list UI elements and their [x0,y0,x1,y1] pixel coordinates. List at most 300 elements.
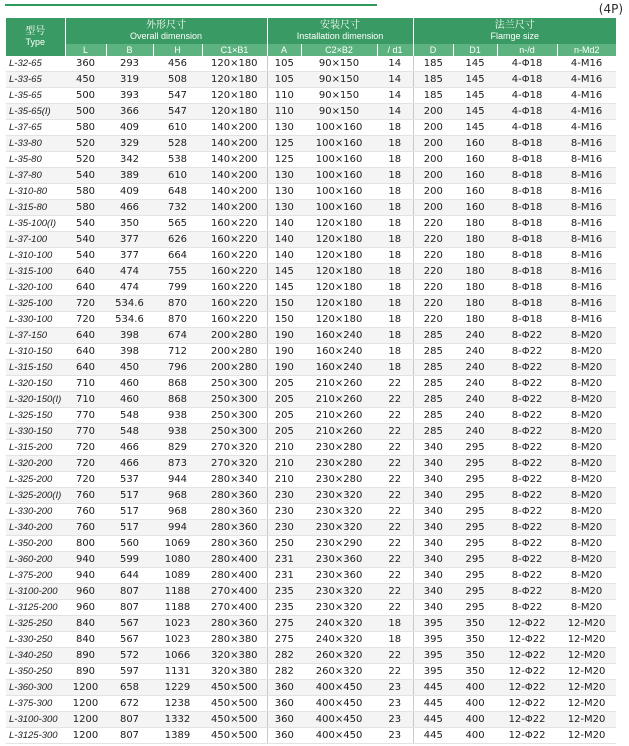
value-cell: 230×280 [301,472,377,488]
value-cell: 240 [453,408,497,424]
value-cell: 295 [453,568,497,584]
value-cell: 340 [413,584,453,600]
value-cell: 100×160 [301,200,377,216]
value-cell: 340 [413,440,453,456]
table-row [6,200,616,216]
table-row [6,376,616,392]
value-cell: 890 [65,648,106,664]
model-cell: L-35-80 [6,152,65,168]
value-cell: 280×360 [202,536,267,552]
header-type [6,18,65,56]
value-cell: 160×220 [202,312,267,328]
value-cell: 185 [413,72,453,88]
value-cell: 220 [413,312,453,328]
value-cell: 944 [153,472,202,488]
value-cell: 8-M20 [557,328,616,344]
value-cell: 220 [413,264,453,280]
table-row [6,552,616,568]
value-cell: 231 [267,568,301,584]
value-cell: 285 [413,344,453,360]
header-installation [267,18,413,44]
value-cell: 389 [106,168,153,184]
value-cell: 280×360 [202,616,267,632]
value-cell: 220 [413,280,453,296]
value-cell: 474 [106,280,153,296]
value-cell: 409 [106,184,153,200]
value-cell: 200×280 [202,344,267,360]
value-cell: 90×150 [301,56,377,72]
value-cell: 360 [267,680,301,696]
value-cell: 22 [377,376,413,392]
value-cell: 8-M20 [557,392,616,408]
table-row [6,360,616,376]
value-cell: 450 [106,360,153,376]
value-cell: 18 [377,232,413,248]
value-cell: 140×200 [202,120,267,136]
value-cell: 8-M20 [557,584,616,600]
value-cell: 8-M20 [557,424,616,440]
value-cell: 205 [267,376,301,392]
value-cell: 240 [453,328,497,344]
value-cell: 240 [453,424,497,440]
value-cell: 1188 [153,584,202,600]
value-cell: 270×400 [202,600,267,616]
value-cell: 200 [413,184,453,200]
value-cell: 23 [377,696,413,712]
value-cell: 320×380 [202,648,267,664]
value-cell: 200 [413,152,453,168]
value-cell: 540 [65,248,106,264]
value-cell: 1200 [65,728,106,744]
value-cell: 8-M16 [557,200,616,216]
value-cell: 8-M16 [557,264,616,280]
value-cell: 1066 [153,648,202,664]
value-cell: 400 [453,680,497,696]
column-header: D [413,44,453,56]
value-cell: 1238 [153,696,202,712]
value-cell: 466 [106,440,153,456]
model-cell: L-340-200 [6,520,65,536]
value-cell: 395 [413,664,453,680]
value-cell: 540 [65,168,106,184]
value-cell: 230×320 [301,520,377,536]
table-row [6,392,616,408]
value-cell: 540 [65,232,106,248]
value-cell: 672 [106,696,153,712]
value-cell: 160×220 [202,248,267,264]
value-cell: 180 [453,232,497,248]
value-cell: 360 [65,56,106,72]
value-cell: 4-Φ18 [497,104,557,120]
value-cell: 8-Φ18 [497,168,557,184]
value-cell: 1089 [153,568,202,584]
value-cell: 445 [413,728,453,744]
value-cell: 230×320 [301,584,377,600]
value-cell: 1332 [153,712,202,728]
table-row [6,168,616,184]
value-cell: 4-Φ18 [497,120,557,136]
value-cell: 190 [267,328,301,344]
header-type-cn: 型号 [25,26,46,37]
value-cell: 8-Φ18 [497,200,557,216]
value-cell: 250×300 [202,392,267,408]
value-cell: 210 [267,456,301,472]
value-cell: 340 [413,488,453,504]
value-cell: 145 [453,104,497,120]
value-cell: 23 [377,712,413,728]
value-cell: 8-Φ18 [497,216,557,232]
value-cell: 340 [413,552,453,568]
value-cell: 230×280 [301,456,377,472]
value-cell: 22 [377,440,413,456]
value-cell: 640 [65,280,106,296]
value-cell: 4-Φ18 [497,88,557,104]
value-cell: 720 [65,472,106,488]
model-cell: L-315-100 [6,264,65,280]
value-cell: 12-Φ22 [497,632,557,648]
value-cell: 18 [377,280,413,296]
value-cell: 400 [453,696,497,712]
value-cell: 205 [267,392,301,408]
value-cell: 8-M16 [557,184,616,200]
value-cell: 120×180 [301,280,377,296]
value-cell: 140×200 [202,152,267,168]
model-cell: L-3125-300 [6,728,65,744]
value-cell: 658 [106,680,153,696]
table-row [6,712,616,728]
value-cell: 150 [267,296,301,312]
model-cell: L-320-100 [6,280,65,296]
value-cell: 400×450 [301,728,377,744]
value-cell: 548 [106,424,153,440]
value-cell: 14 [377,104,413,120]
value-cell: 220 [413,216,453,232]
value-cell: 445 [413,712,453,728]
value-cell: 230×290 [301,536,377,552]
column-header: A [267,44,301,56]
value-cell: 938 [153,408,202,424]
value-cell: 250×300 [202,424,267,440]
table-row [6,296,616,312]
value-cell: 517 [106,504,153,520]
value-cell: 12-M20 [557,680,616,696]
value-cell: 23 [377,680,413,696]
value-cell: 445 [413,680,453,696]
value-cell: 868 [153,376,202,392]
value-cell: 1069 [153,536,202,552]
model-cell: L-310-80 [6,184,65,200]
value-cell: 145 [453,88,497,104]
value-cell: 240 [453,344,497,360]
value-cell: 547 [153,88,202,104]
value-cell: 8-M16 [557,232,616,248]
value-cell: 185 [413,56,453,72]
model-cell: L-330-250 [6,632,65,648]
value-cell: 377 [106,248,153,264]
value-cell: 8-Φ18 [497,264,557,280]
value-cell: 640 [65,344,106,360]
value-cell: 1023 [153,616,202,632]
value-cell: 130 [267,200,301,216]
table-row [6,344,616,360]
value-cell: 100×160 [301,168,377,184]
value-cell: 160 [453,200,497,216]
value-cell: 18 [377,248,413,264]
table-row [6,312,616,328]
value-cell: 807 [106,712,153,728]
table-row [6,728,616,744]
value-cell: 8-Φ22 [497,328,557,344]
value-cell: 240 [453,392,497,408]
value-cell: 12-Φ22 [497,712,557,728]
value-cell: 105 [267,72,301,88]
value-cell: 180 [453,216,497,232]
table-row [6,664,616,680]
value-cell: 567 [106,616,153,632]
value-cell: 160×240 [301,360,377,376]
value-cell: 393 [106,88,153,104]
value-cell: 140×200 [202,184,267,200]
value-cell: 640 [65,360,106,376]
value-cell: 22 [377,584,413,600]
value-cell: 22 [377,408,413,424]
model-cell: L-330-200 [6,504,65,520]
value-cell: 14 [377,56,413,72]
value-cell: 18 [377,312,413,328]
value-cell: 8-Φ18 [497,152,557,168]
value-cell: 110 [267,104,301,120]
table-row [6,184,616,200]
value-cell: 674 [153,328,202,344]
model-cell: L-330-150 [6,424,65,440]
value-cell: 295 [453,456,497,472]
value-cell: 340 [413,568,453,584]
value-cell: 210 [267,440,301,456]
value-cell: 205 [267,424,301,440]
value-cell: 12-M20 [557,632,616,648]
value-cell: 760 [65,488,106,504]
value-cell: 4-M16 [557,72,616,88]
value-cell: 398 [106,344,153,360]
value-cell: 100×160 [301,152,377,168]
value-cell: 282 [267,664,301,680]
table-row [6,88,616,104]
value-cell: 799 [153,280,202,296]
header-overall-en: Overall dimension [130,31,203,41]
value-cell: 160×220 [202,296,267,312]
model-cell: L-35-65(I) [6,104,65,120]
value-cell: 180 [453,296,497,312]
value-cell: 220 [413,248,453,264]
model-cell: L-325-100 [6,296,65,312]
value-cell: 8-Φ22 [497,568,557,584]
value-cell: 760 [65,504,106,520]
model-cell: L-3100-300 [6,712,65,728]
value-cell: 230×280 [301,440,377,456]
value-cell: 140 [267,248,301,264]
value-cell: 8-Φ18 [497,280,557,296]
value-cell: 1023 [153,632,202,648]
value-cell: 580 [65,184,106,200]
value-cell: 474 [106,264,153,280]
value-cell: 22 [377,568,413,584]
value-cell: 360 [267,712,301,728]
model-cell: L-32-65 [6,56,65,72]
value-cell: 994 [153,520,202,536]
value-cell: 22 [377,664,413,680]
value-cell: 400×450 [301,696,377,712]
value-cell: 200 [413,136,453,152]
value-cell: 350 [453,632,497,648]
value-cell: 8-M20 [557,536,616,552]
value-cell: 90×150 [301,104,377,120]
value-cell: 250 [267,536,301,552]
value-cell: 105 [267,56,301,72]
value-cell: 230×320 [301,600,377,616]
model-cell: L-3100-200 [6,584,65,600]
value-cell: 8-M20 [557,504,616,520]
value-cell: 8-M16 [557,152,616,168]
value-cell: 538 [153,152,202,168]
value-cell: 350 [453,616,497,632]
value-cell: 160×220 [202,232,267,248]
value-cell: 8-M16 [557,168,616,184]
value-cell: 395 [413,632,453,648]
value-cell: 8-M20 [557,472,616,488]
value-cell: 240 [453,376,497,392]
value-cell: 8-M16 [557,136,616,152]
value-cell: 125 [267,136,301,152]
value-cell: 235 [267,584,301,600]
table-row [6,536,616,552]
value-cell: 534.6 [106,296,153,312]
model-cell: L-37-150 [6,328,65,344]
column-header: D1 [453,44,497,56]
value-cell: 8-M16 [557,280,616,296]
value-cell: 450×500 [202,712,267,728]
table-row [6,136,616,152]
table-row [6,648,616,664]
value-cell: 22 [377,600,413,616]
value-cell: 664 [153,248,202,264]
model-cell: L-310-150 [6,344,65,360]
value-cell: 270×400 [202,584,267,600]
value-cell: 807 [106,728,153,744]
value-cell: 710 [65,392,106,408]
value-cell: 466 [106,456,153,472]
model-cell: L-320-200 [6,456,65,472]
value-cell: 90×150 [301,88,377,104]
value-cell: 140×200 [202,200,267,216]
value-cell: 160 [453,184,497,200]
table-row [6,280,616,296]
value-cell: 517 [106,488,153,504]
column-header: C2×B2 [301,44,377,56]
value-cell: 14 [377,72,413,88]
value-cell: 8-Φ18 [497,136,557,152]
value-cell: 22 [377,552,413,568]
value-cell: 968 [153,488,202,504]
value-cell: 12-Φ22 [497,616,557,632]
value-cell: 230 [267,504,301,520]
value-cell: 8-Φ22 [497,520,557,536]
value-cell: 18 [377,296,413,312]
model-cell: L-320-150(I) [6,392,65,408]
value-cell: 500 [65,88,106,104]
value-cell: 528 [153,136,202,152]
value-cell: 18 [377,136,413,152]
value-cell: 720 [65,456,106,472]
value-cell: 18 [377,120,413,136]
value-cell: 8-M20 [557,376,616,392]
value-cell: 4-M16 [557,56,616,72]
value-cell: 200 [413,200,453,216]
value-cell: 22 [377,520,413,536]
value-cell: 534.6 [106,312,153,328]
value-cell: 18 [377,616,413,632]
value-cell: 18 [377,328,413,344]
value-cell: 340 [413,456,453,472]
value-cell: 145 [453,56,497,72]
value-cell: 140×200 [202,136,267,152]
value-cell: 12-M20 [557,664,616,680]
value-cell: 8-Φ22 [497,504,557,520]
value-cell: 210×260 [301,408,377,424]
value-cell: 580 [65,120,106,136]
value-cell: 8-Φ18 [497,248,557,264]
value-cell: 340 [413,504,453,520]
value-cell: 8-M16 [557,216,616,232]
value-cell: 640 [65,264,106,280]
value-cell: 18 [377,184,413,200]
table-row [6,680,616,696]
table-row [6,520,616,536]
value-cell: 235 [267,600,301,616]
value-cell: 1200 [65,712,106,728]
value-cell: 90×150 [301,72,377,88]
model-cell: L-360-200 [6,552,65,568]
value-cell: 537 [106,472,153,488]
value-cell: 23 [377,728,413,744]
header-flange-en: Flamge size [490,31,540,41]
value-cell: 870 [153,312,202,328]
value-cell: 8-M20 [557,440,616,456]
value-cell: 1080 [153,552,202,568]
value-cell: 960 [65,584,106,600]
value-cell: 868 [153,392,202,408]
value-cell: 160×220 [202,216,267,232]
table-row [6,328,616,344]
value-cell: 270×320 [202,440,267,456]
value-cell: 185 [413,88,453,104]
value-cell: 12-Φ22 [497,680,557,696]
value-cell: 342 [106,152,153,168]
value-cell: 22 [377,648,413,664]
value-cell: 240×320 [301,616,377,632]
value-cell: 8-Φ22 [497,456,557,472]
value-cell: 460 [106,392,153,408]
value-cell: 8-Φ22 [497,488,557,504]
value-cell: 712 [153,344,202,360]
value-cell: 395 [413,616,453,632]
table-row [6,696,616,712]
value-cell: 796 [153,360,202,376]
model-cell: L-340-250 [6,648,65,664]
value-cell: 829 [153,440,202,456]
value-cell: 597 [106,664,153,680]
value-cell: 190 [267,344,301,360]
value-cell: 220 [413,232,453,248]
